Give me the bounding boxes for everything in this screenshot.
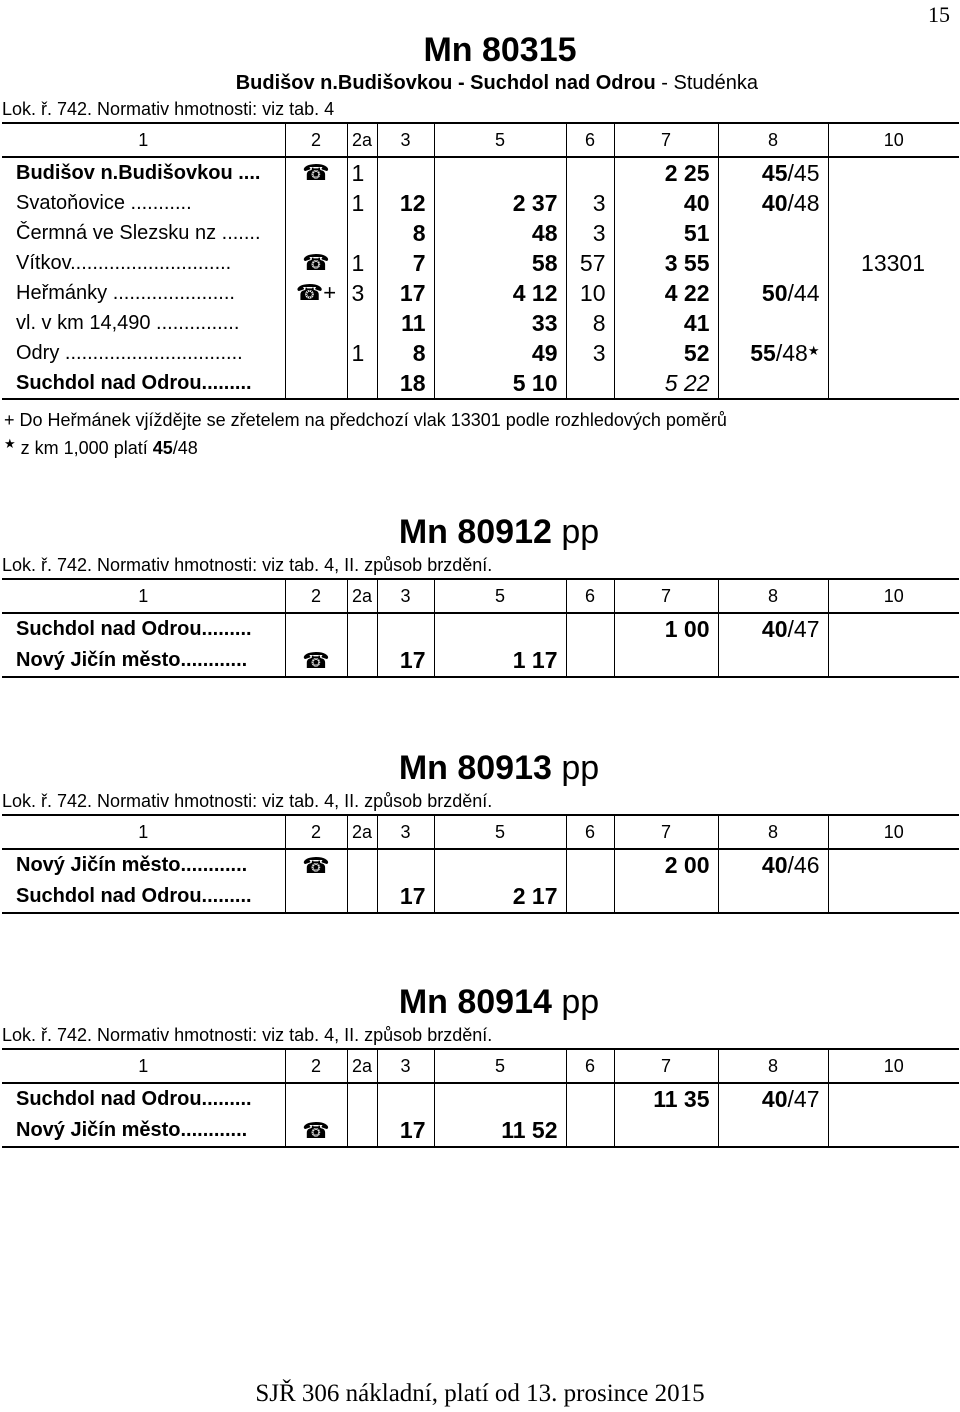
timetable-mn-80315 xyxy=(0,30,960,460)
page-number: 15 xyxy=(928,2,950,27)
col-header: 1 xyxy=(2,1049,285,1083)
col8-cell xyxy=(718,881,828,913)
col8-bold: 40 xyxy=(761,1086,788,1112)
locomotive-info: Lok. ř. 742. Normativ hmotnosti: viz tab. 4 xyxy=(2,99,335,119)
col8-bold: 55 xyxy=(750,339,776,366)
col7-cell: 3 55 xyxy=(614,248,718,278)
route-end: Studénka xyxy=(673,72,758,94)
col7-cell: 41 xyxy=(614,308,718,338)
col7-cell xyxy=(614,881,718,913)
col8-cell xyxy=(718,248,828,278)
route-separator: - xyxy=(655,72,674,94)
station-name: Vítkov............................. xyxy=(16,251,232,274)
col10-cell xyxy=(828,613,959,645)
col6-cell xyxy=(566,881,614,913)
train-number: Mn 80913 xyxy=(398,749,552,787)
col6-cell xyxy=(566,1083,614,1115)
train-number: Mn 80914 xyxy=(398,983,552,1021)
footnote-star-text: z km 1,000 platí xyxy=(15,438,153,458)
station-name: Odry ................................ xyxy=(16,341,243,364)
col2a-cell: 1 xyxy=(347,338,377,368)
col3-cell: 17 xyxy=(377,645,434,677)
col3-cell xyxy=(377,849,434,881)
col2a-cell: 3 xyxy=(347,278,377,308)
col8-cell xyxy=(718,188,828,218)
timetable-mn-80912 xyxy=(0,512,960,678)
col2a-cell xyxy=(347,613,377,645)
col-header: 5 xyxy=(434,579,566,613)
col6-cell: 57 xyxy=(566,248,614,278)
train-title xyxy=(0,982,960,1022)
col-header: 1 xyxy=(2,579,285,613)
train-suffix: pp xyxy=(551,749,600,787)
col-header: 7 xyxy=(614,123,718,157)
footnote-star-value: 45 xyxy=(152,438,173,458)
col2a-cell xyxy=(347,645,377,677)
phone-icon: ☎ xyxy=(285,157,347,188)
col8-cell xyxy=(718,1083,828,1115)
col7-cell xyxy=(614,645,718,677)
col10-cell xyxy=(828,645,959,677)
col-header: 2a xyxy=(347,579,377,613)
station-row xyxy=(2,308,959,338)
col-header: 7 xyxy=(614,815,718,849)
col8-cell xyxy=(718,368,828,399)
col5-cell: 33 xyxy=(434,308,566,338)
station-name: Svatoňovice ........... xyxy=(16,191,192,214)
station-row xyxy=(2,1083,959,1115)
col6-cell: 10 xyxy=(566,278,614,308)
star-icon: ★ xyxy=(807,342,820,358)
col7-cell: 52 xyxy=(614,338,718,368)
col5-cell: 4 12 xyxy=(434,278,566,308)
col-header: 8 xyxy=(718,123,828,157)
station-row xyxy=(2,613,959,645)
col-header: 2a xyxy=(347,1049,377,1083)
column-header-row xyxy=(2,815,959,849)
station-name: vl. v km 14,490 ............... xyxy=(16,311,240,334)
station-row xyxy=(2,881,959,913)
col-header: 6 xyxy=(566,815,614,849)
col5-cell xyxy=(434,849,566,881)
col-header: 3 xyxy=(377,815,434,849)
col-header: 2a xyxy=(347,123,377,157)
station-name: Suchdol nad Odrou......... xyxy=(2,881,285,913)
col7-cell: 51 xyxy=(614,218,718,248)
timetable-table xyxy=(2,122,959,400)
station-name: Suchdol nad Odrou......... xyxy=(16,1088,252,1110)
station-name: Nový Jičín město............ xyxy=(2,1115,285,1147)
route-main: Budišov n.Budišovkou - Suchdol nad Odrou xyxy=(235,72,656,94)
col-header: 8 xyxy=(718,815,828,849)
col-header: 7 xyxy=(614,579,718,613)
col10-cell xyxy=(828,368,959,399)
col8-rest: /48 xyxy=(787,189,820,216)
col-header: 10 xyxy=(828,579,959,613)
col8-rest: /44 xyxy=(787,279,820,306)
col8-rest: /47 xyxy=(787,1086,820,1112)
train-title xyxy=(0,512,960,552)
star-icon: ★ xyxy=(4,436,16,451)
col8-rest: /48 xyxy=(775,339,808,366)
col6-cell xyxy=(566,849,614,881)
station-name: Suchdol nad Odrou......... xyxy=(2,368,285,399)
col-header: 10 xyxy=(828,1049,959,1083)
col3-cell: 11 xyxy=(377,308,434,338)
timetable-table xyxy=(2,578,959,678)
col8-cell xyxy=(718,218,828,248)
col-header: 3 xyxy=(377,579,434,613)
footer: SJŘ 306 nákladní, platí od 13. prosince 2015 xyxy=(255,1380,705,1407)
col8-cell xyxy=(718,308,828,338)
col-header: 5 xyxy=(434,1049,566,1083)
station-name: Heřmánky ...................... xyxy=(16,281,235,304)
col3-cell: 18 xyxy=(377,368,434,399)
col6-cell xyxy=(566,368,614,399)
col-header: 2 xyxy=(285,579,347,613)
col10-cell xyxy=(828,338,959,368)
col7-cell xyxy=(614,1115,718,1147)
station-row xyxy=(2,368,959,399)
col7-cell: 2 00 xyxy=(614,849,718,881)
col8-bold: 50 xyxy=(761,279,788,306)
col8-cell xyxy=(718,338,828,368)
phone-icon: ☎ xyxy=(285,248,347,278)
station-row xyxy=(2,248,959,278)
footnote-star-end: /48 xyxy=(172,438,198,458)
station-row xyxy=(2,218,959,248)
col5-cell: 58 xyxy=(434,248,566,278)
phone-icon xyxy=(285,218,347,248)
footnotes xyxy=(0,408,960,460)
col3-cell xyxy=(377,157,434,188)
phone-icon xyxy=(285,308,347,338)
col10-cell: 13301 xyxy=(828,248,959,278)
col6-cell: 3 xyxy=(566,188,614,218)
col6-cell xyxy=(566,1115,614,1147)
col7-cell: 11 35 xyxy=(614,1083,718,1115)
col6-cell xyxy=(566,613,614,645)
col-header: 10 xyxy=(828,815,959,849)
col8-bold: 40 xyxy=(761,189,788,216)
col10-cell xyxy=(828,278,959,308)
col6-cell xyxy=(566,645,614,677)
col2a-cell: 1 xyxy=(347,157,377,188)
station-name: Budišov n.Budišovkou .... xyxy=(16,161,261,184)
phone-icon: ☎+ xyxy=(285,278,347,308)
phone-icon xyxy=(285,338,347,368)
col7-cell: 5 22 xyxy=(614,368,718,399)
col3-cell: 17 xyxy=(377,1115,434,1147)
train-title xyxy=(0,748,960,788)
col2a-cell xyxy=(347,1115,377,1147)
col2a-cell xyxy=(347,218,377,248)
station-row xyxy=(2,645,959,677)
timetable-table xyxy=(2,814,959,914)
col3-cell: 8 xyxy=(377,338,434,368)
col5-cell: 49 xyxy=(434,338,566,368)
footnote-plus: + Do Heřmánek vjíždějte se zřetelem na předchozí vlak 13301 podle rozhledových poměrů xyxy=(4,410,727,430)
column-header-row xyxy=(2,123,959,157)
col3-cell: 17 xyxy=(377,278,434,308)
phone-icon xyxy=(285,188,347,218)
col6-cell: 8 xyxy=(566,308,614,338)
col2a-cell: 1 xyxy=(347,248,377,278)
col-header: 8 xyxy=(718,579,828,613)
col5-cell: 2 37 xyxy=(434,188,566,218)
station-name: Nový Jičín město............ xyxy=(2,645,285,677)
col5-cell xyxy=(434,1083,566,1115)
route-line xyxy=(0,70,960,96)
col3-cell xyxy=(377,1083,434,1115)
phone-icon xyxy=(285,881,347,913)
col5-cell: 48 xyxy=(434,218,566,248)
column-header-row xyxy=(2,1049,959,1083)
col7-cell: 40 xyxy=(614,188,718,218)
phone-icon: ☎ xyxy=(285,645,347,677)
col8-cell xyxy=(718,278,828,308)
station-row xyxy=(2,188,959,218)
station-row xyxy=(2,849,959,881)
col6-cell: 3 xyxy=(566,218,614,248)
col2a-cell xyxy=(347,368,377,399)
col-header: 2a xyxy=(347,815,377,849)
col10-cell xyxy=(828,849,959,881)
locomotive-info: Lok. ř. 742. Normativ hmotnosti: viz tab. 4, II. způsob brzdění. xyxy=(2,555,493,575)
train-number: Mn 80912 xyxy=(398,513,552,551)
col7-cell: 4 22 xyxy=(614,278,718,308)
col3-cell: 8 xyxy=(377,218,434,248)
station-row xyxy=(2,1115,959,1147)
phone-icon xyxy=(285,1083,347,1115)
train-suffix: pp xyxy=(551,983,600,1021)
col-header: 8 xyxy=(718,1049,828,1083)
timetable-mn-80914 xyxy=(0,982,960,1148)
col6-cell: 3 xyxy=(566,338,614,368)
col-header: 5 xyxy=(434,815,566,849)
col8-cell xyxy=(718,849,828,881)
station-row xyxy=(2,338,959,368)
col-header: 2 xyxy=(285,123,347,157)
timetable-mn-80913 xyxy=(0,748,960,914)
column-header-row xyxy=(2,579,959,613)
col-header: 1 xyxy=(2,123,285,157)
col8-bold: 45 xyxy=(761,159,788,186)
col-header: 3 xyxy=(377,1049,434,1083)
col10-cell xyxy=(828,218,959,248)
col8-bold: 40 xyxy=(761,616,788,642)
col8-cell xyxy=(718,1115,828,1147)
col2a-cell xyxy=(347,881,377,913)
col3-cell: 7 xyxy=(377,248,434,278)
col-header: 6 xyxy=(566,1049,614,1083)
station-name: Suchdol nad Odrou......... xyxy=(16,618,252,640)
locomotive-info: Lok. ř. 742. Normativ hmotnosti: viz tab. 4, II. způsob brzdění. xyxy=(2,791,493,811)
col2a-cell xyxy=(347,1083,377,1115)
col3-cell: 12 xyxy=(377,188,434,218)
col-header: 6 xyxy=(566,123,614,157)
timetable-table xyxy=(2,1048,959,1148)
col2a-cell xyxy=(347,849,377,881)
col-header: 6 xyxy=(566,579,614,613)
col-header: 1 xyxy=(2,815,285,849)
col-header: 5 xyxy=(434,123,566,157)
col5-cell: 5 10 xyxy=(434,368,566,399)
col8-bold: 40 xyxy=(761,852,788,878)
col-header: 2 xyxy=(285,815,347,849)
col8-cell xyxy=(718,157,828,188)
col5-cell xyxy=(434,613,566,645)
col-header: 10 xyxy=(828,123,959,157)
col8-rest: /45 xyxy=(787,159,820,186)
col10-cell xyxy=(828,188,959,218)
phone-icon xyxy=(285,368,347,399)
col6-cell xyxy=(566,157,614,188)
col-header: 7 xyxy=(614,1049,718,1083)
col10-cell xyxy=(828,308,959,338)
phone-icon: ☎ xyxy=(285,1115,347,1147)
col5-cell: 11 52 xyxy=(434,1115,566,1147)
col5-cell: 2 17 xyxy=(434,881,566,913)
col8-rest: /46 xyxy=(787,852,820,878)
col2a-cell xyxy=(347,308,377,338)
col10-cell xyxy=(828,881,959,913)
phone-icon xyxy=(285,613,347,645)
train-suffix: pp xyxy=(551,513,600,551)
train-title: Mn 80315 xyxy=(423,31,577,69)
col3-cell: 17 xyxy=(377,881,434,913)
col10-cell xyxy=(828,1115,959,1147)
col5-cell xyxy=(434,157,566,188)
col2a-cell: 1 xyxy=(347,188,377,218)
col8-cell xyxy=(718,645,828,677)
col7-cell: 1 00 xyxy=(614,613,718,645)
col3-cell xyxy=(377,613,434,645)
col7-cell: 2 25 xyxy=(614,157,718,188)
phone-icon: ☎ xyxy=(285,849,347,881)
station-name: Nový Jičín město............ xyxy=(16,854,248,876)
col-header: 2 xyxy=(285,1049,347,1083)
station-row xyxy=(2,157,959,188)
col8-cell xyxy=(718,613,828,645)
col10-cell xyxy=(828,1083,959,1115)
station-name: Čermná ve Slezsku nz ....... xyxy=(16,221,261,244)
col10-cell xyxy=(828,157,959,188)
col-header: 3 xyxy=(377,123,434,157)
locomotive-info: Lok. ř. 742. Normativ hmotnosti: viz tab. 4, II. způsob brzdění. xyxy=(2,1025,493,1045)
footnote-star xyxy=(4,432,960,460)
col5-cell: 1 17 xyxy=(434,645,566,677)
col8-rest: /47 xyxy=(787,616,820,642)
station-row xyxy=(2,278,959,308)
